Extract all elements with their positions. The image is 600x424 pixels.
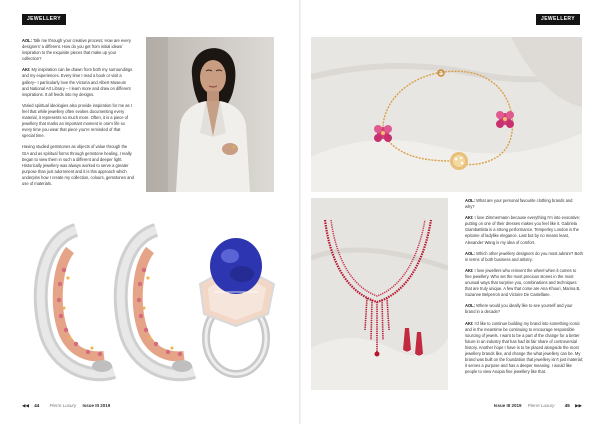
issue-label: Issue III 2019 <box>82 403 111 408</box>
section-tag-right: JEWELLERY <box>536 14 580 25</box>
portrait-illustration <box>146 37 274 192</box>
bracelet-illustration <box>311 37 582 192</box>
portrait-photo <box>146 37 274 192</box>
necklace-illustration <box>311 198 448 390</box>
paragraph: AKI: I love jewellers who reinvent the wheel when it comes to fine jewellery. Who set the most precious stones in the most unusual ways that surprise you, combinations and techniques that are truly unique. A few that come are Ana Khouri, Marina B, Suzanne Belperron and Victoire De Castellane. <box>465 267 581 298</box>
page-number: 44 <box>34 403 40 408</box>
page-number: 45 <box>564 403 570 408</box>
earrings-ring-photo <box>18 202 290 390</box>
paragraph: Varied spiritual ideologies also provide inspiration for me as I feel that while jewellery often evokes documenting every material, it represents so much more. Often, it is a piece of jewellery that marks an important moment in one's life so every time you wear that piece you're reminded of that special time. <box>22 102 132 139</box>
brand-logo: Pierre Luxury <box>527 403 555 408</box>
paragraph: AOL: Talk me through your creative process; How are every designers' a different. How do you get from initial ideas/ inspiration to the exquisite pieces that make up your collection? <box>22 38 131 62</box>
interview-text-right <box>465 198 583 380</box>
folio-right <box>494 403 582 409</box>
paragraph: AKI: My inspiration can be drawn from both my surroundings and my experiences. Every time I read a book or visit a gallery– I particularly love the Victoria and Albert Museum and National Art Library – I learn more and draw on different inspirations. It all feeds into my designs. <box>22 67 133 97</box>
interview-text-left <box>22 38 134 192</box>
page-gutter <box>299 0 301 424</box>
bracelet-photo <box>311 37 582 192</box>
brand-logo: Pierre Luxury <box>49 403 77 408</box>
folio-left <box>22 403 110 409</box>
earrings-ring-illustration <box>18 202 290 390</box>
prev-page-icon[interactable]: ◀◀ <box>22 403 29 408</box>
next-page-icon[interactable]: ▶▶ <box>575 403 582 408</box>
paragraph: AKI: I'd like to continue building my brand into something iconic and in the meantime be continuing to encourage responsible sourcing of jewels. I want to be a part of the change for a better future in an industry that has had its fair share of controversial history. Another hope I have is to be placed alongside the most jewellery brands like, and change the what jewellery can be. My brand was built on the foundation that jewellery isn't just material; it serves a purpose and has a deeper meaning. I would like people to view Anopia fine jewellery like that. <box>465 320 583 375</box>
issue-label: Issue III 2019 <box>493 403 522 408</box>
paragraph: Having studied gemstones as objects of value through the GIA and as spiritual forms through gemstone healing, I really began to view them in such a different and deeper light. Historically jewellery was always worked to serve a greater purpose than just adornment and it is this approach which underpins how I create my collection, colours, gemstones and use of materials. <box>22 144 134 186</box>
paragraph: AKI: I love Zimmermann because everything I'm into evocative; putting on one of their dresses makes you feel like it. Gabriela Giambattista is a strong performance. Temperley London is the epitome of ladylike elegance. Last but by no means least, Alexander Wang is my idea of comfort. <box>465 215 581 245</box>
paragraph: AOL: What are your personal favourite clothing brands and why? <box>465 198 573 210</box>
necklace-photo <box>311 198 448 390</box>
paragraph: AOL: Which other jewellery designers do you most admire? Both in terms of both business and artistry. <box>465 250 583 262</box>
paragraph: AOL: Where would you ideally like to see yourself and your brand in a decade? <box>465 303 573 315</box>
section-tag-left: JEWELLERY <box>22 14 66 25</box>
